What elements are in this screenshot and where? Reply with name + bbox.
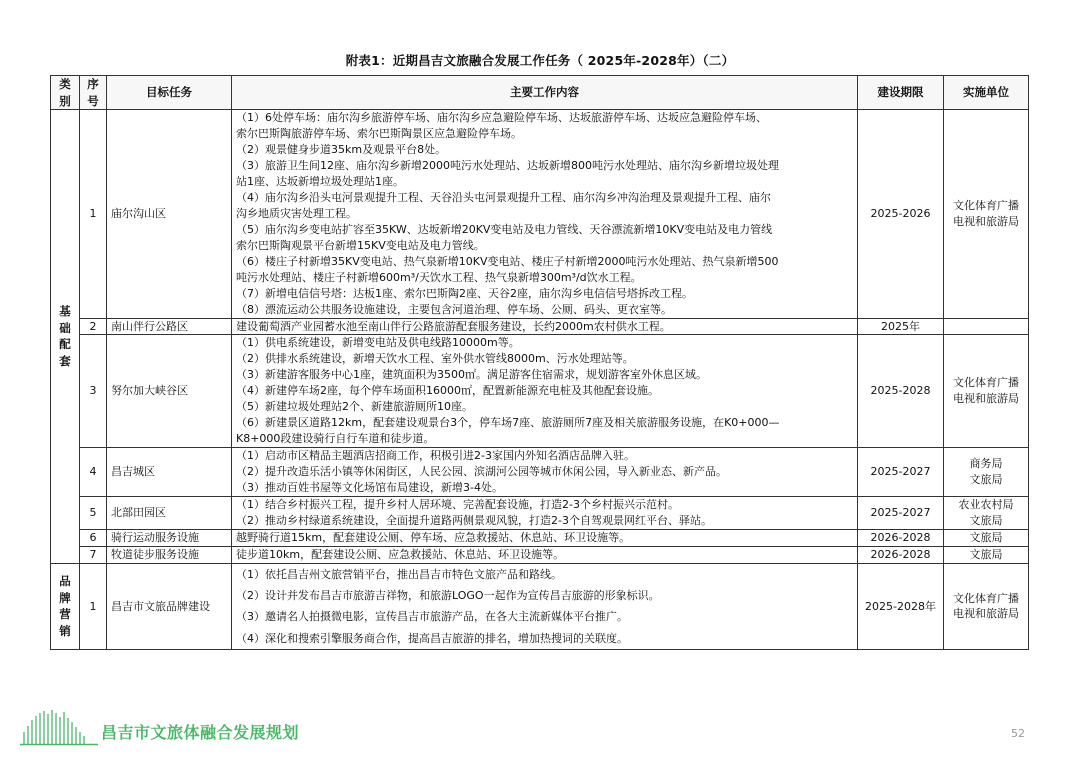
content-line: （3）新建游客服务中心1座，建筑面积为3500㎡。满足游客住宿需求，规划游客室外休息区域。 [236, 368, 707, 382]
row-period: 2025-2027 [858, 448, 944, 497]
content-line: 越野骑行道15km，配套建设公厕、停车场、应急救援站、休息站、环卫设施等。 [236, 530, 631, 544]
content-line: （5）庙尔沟乡变电站扩容至35KW、达坂新增20KV变电站及电力管线、天谷漂流新增10KV变电站及电力管线 [236, 222, 773, 236]
unit-line: 电视和旅游局 [953, 607, 1019, 621]
city-skyline-logo-icon [20, 708, 98, 750]
content-line: K8+000段建设骑行自行车道和徒步道。 [236, 432, 435, 446]
content-line: （2）观景健身步道35km及观景平台8处。 [236, 143, 447, 157]
table-row [51, 335, 1029, 448]
content-line: （6）楼庄子村新增35KV变电站、热气泉新增10KV变电站、楼庄子村新增2000吨污水处理站、热气泉新增500 [236, 254, 779, 268]
content-line: （1）启动市区精品主题酒店招商工作，积极引进2-3家国内外知名酒店品牌入驻。 [236, 449, 635, 463]
content-line: （4）深化和搜索引擎服务商合作，提高昌吉旅游的排名，增加热搜词的关联度。 [236, 631, 628, 645]
row-period: 2025-2026 [858, 110, 944, 318]
content-line: （3）推动百姓书屋等文化场馆布局建设，新增3-4处。 [236, 480, 503, 494]
content-line: （4）庙尔沟乡沿头屯河景观提升工程、天谷沿头屯河景观提升工程、庙尔沟乡冲沟治理及景观提升工程、庙尔 [236, 191, 771, 205]
row-unit [944, 448, 1029, 497]
table-row [51, 318, 1029, 335]
unit-line: 电视和旅游局 [953, 392, 1019, 406]
row-unit [944, 110, 1029, 318]
table-row [51, 546, 1029, 563]
row-content [232, 546, 858, 563]
row-target: 北部田园区 [107, 496, 232, 529]
content-line: （1）供电系统建设，新增变电站及供电线路10000m等。 [236, 336, 520, 350]
row-period: 2025年 [858, 318, 944, 335]
content-line: （2）推动乡村绿道系统建设，全面提升道路两侧景观风貌，打造2-3个自驾观景网红平台、驿站。 [236, 513, 712, 527]
row-target: 庙尔沟山区 [107, 110, 232, 318]
unit-line: 电视和旅游局 [953, 214, 1019, 228]
content-line: （2）供排水系统建设，新增天饮水工程、室外供水管线8000m、污水处理站等。 [236, 352, 634, 366]
header-category: 类别 [51, 76, 80, 110]
content-line: （1）结合乡村振兴工程，提升乡村人居环境、完善配套设施，打造2-3个乡村振兴示范村。 [236, 497, 679, 511]
content-line: 徒步道10km，配套建设公厕、应急救援站、休息站、环卫设施等。 [236, 547, 565, 561]
content-line: （7）新增电信信号塔：达板1座、索尔巴斯陶2座、天谷2座，庙尔沟乡电信信号塔拆改工程。 [236, 286, 693, 300]
unit-line: 文化体育广播 [953, 199, 1019, 212]
unit-line: 文旅局 [969, 513, 1003, 527]
unit-line: 文旅局 [969, 530, 1003, 544]
row-target: 骑行运动服务设施 [107, 529, 232, 546]
table-row [51, 563, 1029, 650]
content-line: （2）设计并发布昌吉市旅游吉祥物，和旅游LOGO一起作为宣传昌吉旅游的形象标识。 [236, 589, 660, 603]
table-row [51, 110, 1029, 318]
header-seq: 序号 [80, 76, 107, 110]
row-seq: 2 [80, 318, 107, 335]
row-content [232, 563, 858, 650]
content-line: 沟乡地质灾害处理工程。 [236, 206, 357, 220]
row-unit [944, 546, 1029, 563]
content-line: （8）漂流运动公共服务设施建设，主要包含河道治理、停车场、公厕、码头、更衣室等。 [236, 302, 672, 316]
footer-title: 昌吉市文旅体融合发展规划 [101, 723, 300, 742]
unit-line: 文旅局 [969, 547, 1003, 561]
content-line: 站1座、达坂新增垃圾处理站1座。 [236, 175, 404, 189]
table-row [51, 529, 1029, 546]
row-period: 2025-2028年 [858, 563, 944, 650]
row-target: 牧道徒步服务设施 [107, 546, 232, 563]
content-line: （2）提升改造乐活小镇等休闲街区，人民公园、滨湖河公园等城市休闲公园，导入新业态、新产品。 [236, 464, 727, 478]
unit-line: 文化体育广播 [953, 376, 1019, 390]
row-seq: 6 [80, 529, 107, 546]
row-content [232, 110, 858, 318]
row-target: 努尔加大峡谷区 [107, 335, 232, 448]
row-unit [944, 529, 1029, 546]
unit-line: 文化体育广播 [953, 591, 1019, 605]
page-number: 52 [1011, 727, 1025, 740]
row-seq: 1 [80, 563, 107, 650]
row-period: 2026-2028 [858, 546, 944, 563]
row-seq: 1 [80, 110, 107, 318]
content-line: （3）旅游卫生间12座、庙尔沟乡新增2000吨污水处理站、达坂新增800吨污水处理站、庙尔沟乡新增垃圾处理 [236, 159, 779, 173]
content-line: 吨污水处理站、楼庄子村新增600m³/天饮水工程、热气泉新增300m³/d饮水工程。 [236, 270, 642, 284]
row-content [232, 448, 858, 497]
content-line: 索尔巴斯陶观景平台新增15KV变电站及电力管线。 [236, 238, 485, 252]
row-unit [944, 318, 1029, 335]
row-seq: 3 [80, 335, 107, 448]
row-seq: 4 [80, 448, 107, 497]
row-seq: 7 [80, 546, 107, 563]
row-content [232, 496, 858, 529]
content-line: （1）依托昌吉州文旅营销平台，推出昌吉市特色文旅产品和路线。 [236, 567, 562, 581]
task-table [50, 75, 1029, 650]
header-unit: 实施单位 [944, 76, 1029, 110]
category-infra: 基础配套 [51, 110, 80, 563]
row-period: 2025-2027 [858, 496, 944, 529]
content-line: 索尔巴斯陶旅游停车场、索尔巴斯陶景区应急避险停车场。 [236, 127, 522, 141]
category-brand: 品牌营销 [51, 563, 80, 650]
header-period: 建设期限 [858, 76, 944, 110]
header-target: 目标任务 [107, 76, 232, 110]
row-content [232, 335, 858, 448]
row-period: 2025-2028 [858, 335, 944, 448]
row-unit [944, 496, 1029, 529]
content-line: （5）新建垃圾处理站2个、新建旅游厕所10座。 [236, 400, 473, 414]
content-line: 建设葡萄酒产业园蓄水池至南山伴行公路旅游配套服务建设，长约2000m农村供水工程。 [236, 319, 671, 333]
table-header-row [51, 76, 1029, 110]
unit-line: 文旅局 [969, 472, 1003, 486]
header-content: 主要工作内容 [232, 76, 858, 110]
table-row [51, 496, 1029, 529]
table-row [51, 448, 1029, 497]
row-unit [944, 563, 1029, 650]
row-unit [944, 335, 1029, 448]
row-target: 南山伴行公路区 [107, 318, 232, 335]
page-title: 附表1：近期昌吉文旅融合发展工作任务（ 2025年-2028年）（二） [345, 53, 735, 68]
content-line: （3）邀请名人拍摄微电影，宣传昌吉市旅游产品，在各大主流新媒体平台推广。 [236, 610, 628, 624]
row-period: 2026-2028 [858, 529, 944, 546]
content-line: （1）6处停车场：庙尔沟乡旅游停车场、庙尔沟乡应急避险停车场、达坂旅游停车场、达坂应急避险停车场、 [236, 111, 767, 125]
unit-line: 商务局 [969, 457, 1003, 470]
row-target: 昌吉市文旅品牌建设 [107, 563, 232, 650]
row-content [232, 529, 858, 546]
row-target: 昌吉城区 [107, 448, 232, 497]
row-seq: 5 [80, 496, 107, 529]
content-line: （6）新建景区道路12km，配套建设观景台3个，停车场7座、旅游厕所7座及相关旅游服务设施，在K0+000— [236, 416, 780, 430]
content-line: （4）新建停车场2座，每个停车场面积16000㎡，配置新能源充电桩及其他配套设施。 [236, 384, 659, 398]
unit-line: 农业农村局 [958, 497, 1014, 511]
row-content [232, 318, 858, 335]
